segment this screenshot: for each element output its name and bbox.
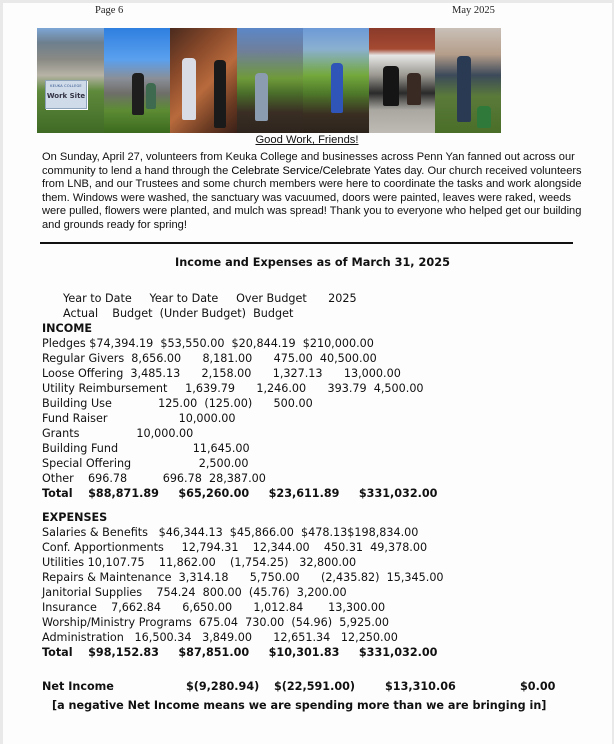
expense-row: Worship/Ministry Programs 675.04 730.00 (54.96) 5,925.00 xyxy=(42,616,390,629)
net-income-ytd-actual: $(9,280.94) xyxy=(186,680,260,693)
expense-row: Salaries & Benefits $46,344.13 $45,866.00 $478.13$198,834.00 xyxy=(42,526,419,539)
finance-title: Income and Expenses as of March 31, 2025 xyxy=(175,256,450,269)
expenses-heading: EXPENSES xyxy=(42,511,108,524)
income-row: Other 696.78 696.78 28,387.00 xyxy=(42,472,266,485)
income-row: Building Use 125.00 (125.00) 500.00 xyxy=(42,397,313,410)
expense-row: Repairs & Maintenance 3,314.18 5,750.00 (2,435.82) 15,345.00 xyxy=(42,571,444,584)
volunteer-figure xyxy=(182,58,196,120)
net-income-ytd-budget: $(22,591.00) xyxy=(274,680,356,693)
column-header-line-1: Year to Date Year to Date Over Budget 2025 xyxy=(63,292,357,305)
income-row: Loose Offering 3,485.13 2,158.00 1,327.13 13,000.00 xyxy=(42,367,401,380)
expense-row: Administration 16,500.34 3,849.00 12,651.34 12,250.00 xyxy=(42,631,398,644)
volunteer-figure xyxy=(214,60,226,128)
volunteer-figure xyxy=(331,63,343,113)
expense-total-row: Total $98,152.83 $87,851.00 $10,301.83 $331,032.00 xyxy=(42,646,438,659)
volunteer-figure xyxy=(407,73,421,105)
volunteer-figure xyxy=(383,66,399,106)
column-header-line-2: Actual Budget (Under Budget) Budget xyxy=(63,307,294,320)
volunteer-figure xyxy=(132,73,144,115)
income-row: Special Offering 2,500.00 xyxy=(42,457,249,470)
section-divider xyxy=(40,242,573,244)
page-number: Page 6 xyxy=(95,5,124,16)
article-text: day. Our church received volunteers from LNB, and our Trustees and some church members were here to coordinate the tasks and work alongside them. Windows were washed, the sanctuary was vacuumed, doors were painted, leaves were raked, weeds were pulled, flowers were planted, and mulch was spread! Thank you to everyone who helped get our building and grounds ready for spring! xyxy=(42,164,582,231)
net-income-over-budget: $13,310.06 xyxy=(385,680,456,693)
expense-row: Janitorial Supplies 754.24 800.00 (45.76) 3,200.00 xyxy=(42,586,347,599)
photo-work-site-sign xyxy=(37,28,104,133)
photo-volunteer-yard xyxy=(237,28,303,133)
photo-volunteer-street xyxy=(104,28,170,133)
net-income-label: Net Income xyxy=(42,680,114,693)
photo-collage xyxy=(37,28,581,133)
income-heading: INCOME xyxy=(42,322,93,335)
income-row: Fund Raiser 10,000.00 xyxy=(42,412,236,425)
expense-row: Utilities 10,107.75 11,862.00 (1,754.25) 32,800.00 xyxy=(42,556,357,569)
net-income-2025-budget: $0.00 xyxy=(520,680,556,693)
income-row: Building Fund 11,645.00 xyxy=(42,442,250,455)
income-row: Pledges $74,394.19 $53,550.00 $20,844.19 $210,000.00 xyxy=(42,337,374,350)
photo-volunteers-door xyxy=(170,28,237,133)
trash-bin xyxy=(146,83,156,109)
expense-row: Insurance 7,662.84 6,650.00 1,012.84 13,300.00 xyxy=(42,601,386,614)
issue-date: May 2025 xyxy=(452,5,495,16)
income-total-row: Total $88,871.89 $65,260.00 $23,611.89 $331,032.00 xyxy=(42,487,438,500)
photo-volunteers-steps xyxy=(369,28,435,133)
rake xyxy=(477,106,491,128)
income-row: Regular Givers 8,656.00 8,181.00 475.00 40,500.00 xyxy=(42,352,377,365)
photo-volunteer-rake xyxy=(435,28,501,133)
volunteer-figure xyxy=(255,73,268,121)
income-row: Utility Reimbursement 1,639.79 1,246.00 393.79 4,500.00 xyxy=(42,382,424,395)
article-text: On Sunday, April 27, volunteers from Keuka College and businesses across Penn Yan fanned out across our community to lend a hand through the xyxy=(42,151,575,177)
article-title: Good Work, Friends! xyxy=(255,134,359,146)
work-site-sign xyxy=(45,80,87,109)
income-row: Grants 10,000.00 xyxy=(42,427,194,440)
sign-logo: KEUKA COLLEGE xyxy=(50,84,82,88)
photo-volunteer-raking xyxy=(303,28,369,133)
event-name: Celebrate Service/Celebrate Yates xyxy=(231,164,402,177)
net-income-note: [a negative Net Income means we are spending more than we are bringing in] xyxy=(52,699,547,712)
article-body xyxy=(42,151,582,232)
volunteer-figure xyxy=(457,56,471,122)
sign-text: Work Site xyxy=(46,92,86,100)
expense-row: Conf. Apportionments 12,794.31 12,344.00 450.31 49,378.00 xyxy=(42,541,428,554)
